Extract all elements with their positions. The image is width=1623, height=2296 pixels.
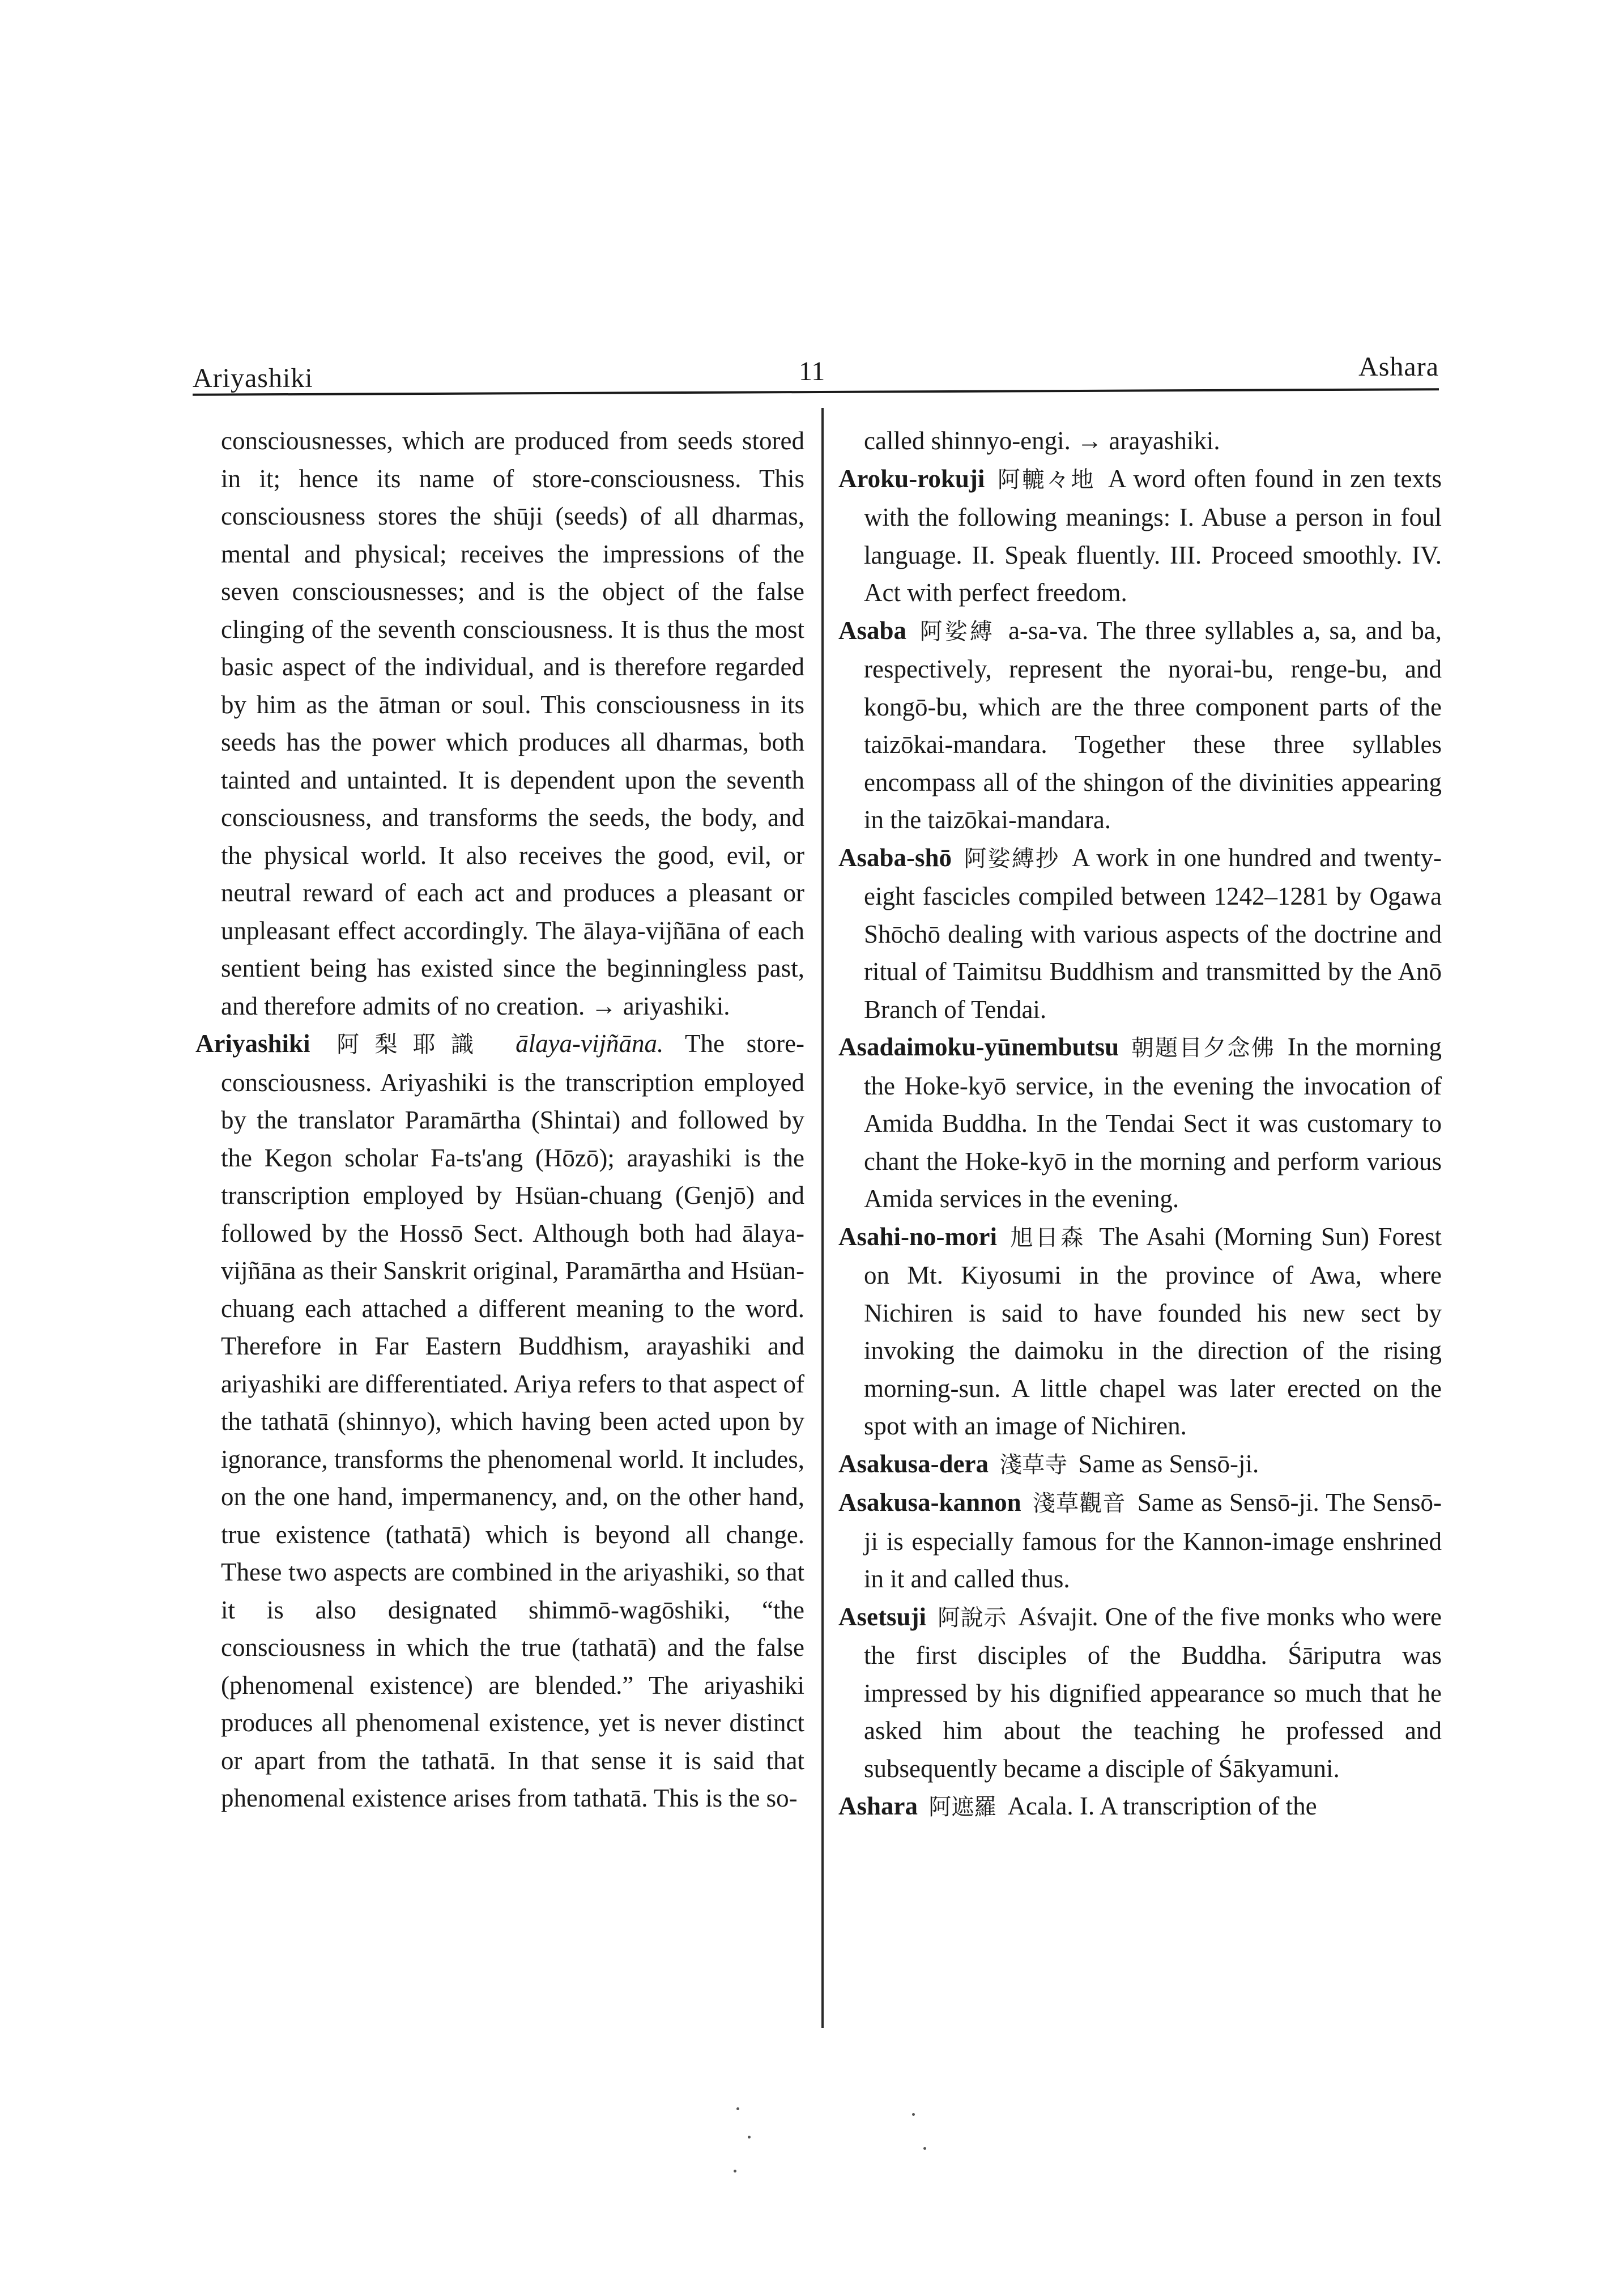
entry-kanji: 阿說示 — [938, 1604, 1007, 1631]
scan-speck — [736, 2107, 739, 2110]
entry-headword: Aroku-rokuji — [838, 464, 985, 493]
entry-definition: The store-consciousness. Ariyashiki is the transcription employed by the translator Paramārtha (Shintai) and followed by the Kegon scholar Fa-ts'ang (Hōzō); arayashiki is the transcription employed by Hsüan-chuang (Genjō) and followed by the Hossō Sect. Although both had ālaya-vijñāna as their Sanskrit original, Paramārtha and Hsüan-chuang each attached a different meaning to the word. Therefore in Far Eastern Buddhism, arayashiki and ariyashiki are differentiated. Ariya refers to that aspect of the tathatā (shinnyo), which having been acted upon by ignorance, transforms the phenomenal world. It includes, on the one hand, impermanency, and, on the other hand, true existence (tathatā) which is beyond all change. These two aspects are combined in the ariyashiki, so that it is also designated shimmō-wagōshiki, “the consciousness in which the true (tathatā) and the false (phenomenal existence) are blended.” The ariyashiki produces all phenomenal existence, yet is never distinct or apart from the tathatā. In that sense it is said that phenomenal existence arises from tathatā. This is the so- — [221, 1029, 805, 1812]
entry-definition: In the morning the Hoke-kyō service, in the evening the invocation of Amida Buddha. In the Tendai Sect it was customary to chant the Hoke-kyō in the morning and perform various Amida services in the evening. — [864, 1033, 1442, 1213]
dictionary-entry — [838, 460, 1442, 612]
entry-headword: Asetsuji — [838, 1602, 926, 1631]
running-header — [193, 351, 1439, 391]
entry-definition: Same as Sensō-ji. The Sensō-ji is especially famous for the Kannon-image enshrined in it and called thus. — [864, 1488, 1442, 1593]
scan-speck — [923, 2147, 926, 2150]
entry-headword: Asakusa-dera — [838, 1449, 989, 1478]
entry-definition: A work in one hundred and twenty-eight fascicles compiled between 1242–1281 by Ogawa Shōchō dealing with various aspects of the doctrine and ritual of Taimitsu Buddhism and transmitted by the Anō Branch of Tendai. — [864, 843, 1442, 1024]
entry-headword: Ariyashiki — [195, 1029, 310, 1058]
scan-speck — [748, 2136, 751, 2139]
entry-headword: Asakusa-kannon — [838, 1488, 1021, 1517]
entry-definition: Acala. I. A transcription of the — [1007, 1792, 1317, 1820]
entry-headword: Asadaimoku-yūnembutsu — [838, 1033, 1119, 1061]
left-column — [195, 422, 804, 1817]
dictionary-entry — [838, 1028, 1442, 1218]
entry-headword: Ashara — [838, 1792, 918, 1820]
scan-speck — [734, 2170, 736, 2173]
dictionary-entry — [838, 1598, 1442, 1788]
dictionary-entry — [838, 839, 1442, 1029]
dictionary-entry — [838, 1787, 1442, 1826]
entry-sanskrit: ālaya-vijñāna. — [516, 1029, 664, 1058]
right-column — [838, 422, 1442, 1826]
entry-kanji: 阿娑縛 — [919, 618, 995, 645]
dictionary-entry — [838, 1445, 1442, 1484]
entry-headword: Asahi-no-mori — [838, 1222, 997, 1251]
dictionary-entry — [838, 1484, 1442, 1598]
dictionary-entry — [195, 1025, 804, 1817]
left-guide-word: Ariyashiki — [193, 363, 313, 393]
entry-headword: Asaba-shō — [838, 843, 952, 872]
entry-kanji: 阿遮羅 — [928, 1794, 997, 1820]
continuation-paragraph: called shinnyo-engi. → arayashiki. — [864, 427, 1220, 455]
right-guide-word: Ashara — [1358, 352, 1439, 382]
entry-kanji: 阿轆々地 — [997, 466, 1096, 493]
dictionary-entry — [838, 612, 1442, 839]
column-divider — [821, 408, 824, 2028]
entry-kanji: 旭日森 — [1010, 1224, 1086, 1251]
scan-specks — [725, 2102, 952, 2215]
continuation-paragraph: consciousnesses, which are produced from seeds stored in it; hence its name of store-consciousness. This consciousness stores the shūji (seeds) of all dharmas, mental and physical; receives the impressions of the seven consciousnesses; and is the object of the false clinging of the seventh consciousness. It is thus the most basic aspect of the individual, and is therefore regarded by him as the ātman or soul. This consciousness in its seeds has the power which produces all dharmas, both tainted and untainted. It is dependent upon the seventh consciousness, and transforms the seeds, the body, and the physical world. It also receives the good, evil, or neutral reward of each act and produces a pleasant or unpleasant effect accordingly. The ālaya-vijñāna of each sentient being has existed since the beginningless past, and therefore admits of no creation. → ariyashiki. — [221, 427, 804, 1020]
entry-headword: Asaba — [838, 616, 907, 645]
entry-kanji: 朝題目夕念佛 — [1131, 1035, 1276, 1061]
entry-definition: Aśvajit. One of the five monks who were the first disciples of the Buddha. Śāriputra was impressed by his dignified appearance so much that he asked him about the teaching he professed and subsequently became a disciple of Śākyamuni. — [864, 1602, 1442, 1783]
scan-speck — [912, 2113, 915, 2116]
entry-kanji: 阿梨耶識 — [336, 1032, 489, 1058]
entry-definition: a-sa-va. The three syllables a, sa, and ba, respectively, represent the nyorai-bu, renge-bu, and kongō-bu, which are the three component parts of the taizōkai-mandara. Together these three syllables encompass all of the shingon of the divinities appearing in the taizōkai-mandara. — [864, 616, 1442, 834]
entry-definition: A word often found in zen texts with the following meanings: I. Abuse a person in foul language. II. Speak fluently. III. Proceed smoothly. IV. Act with perfect freedom. — [864, 464, 1442, 607]
entry-definition: Same as Sensō-ji. — [1078, 1449, 1259, 1478]
dictionary-entry — [838, 1218, 1442, 1445]
page-number: 11 — [799, 356, 825, 386]
entry-kanji: 淺草觀音 — [1033, 1490, 1126, 1517]
entry-definition: The Asahi (Morning Sun) Forest on Mt. Kiyosumi in the province of Awa, where Nichiren is said to have founded his new sect by invoking the daimoku in the direction of the rising morning-sun. A little chapel was later erected on the spot with an image of Nichiren. — [864, 1222, 1442, 1440]
entry-kanji: 阿娑縛抄 — [964, 845, 1060, 872]
entry-kanji: 淺草寺 — [999, 1451, 1068, 1478]
